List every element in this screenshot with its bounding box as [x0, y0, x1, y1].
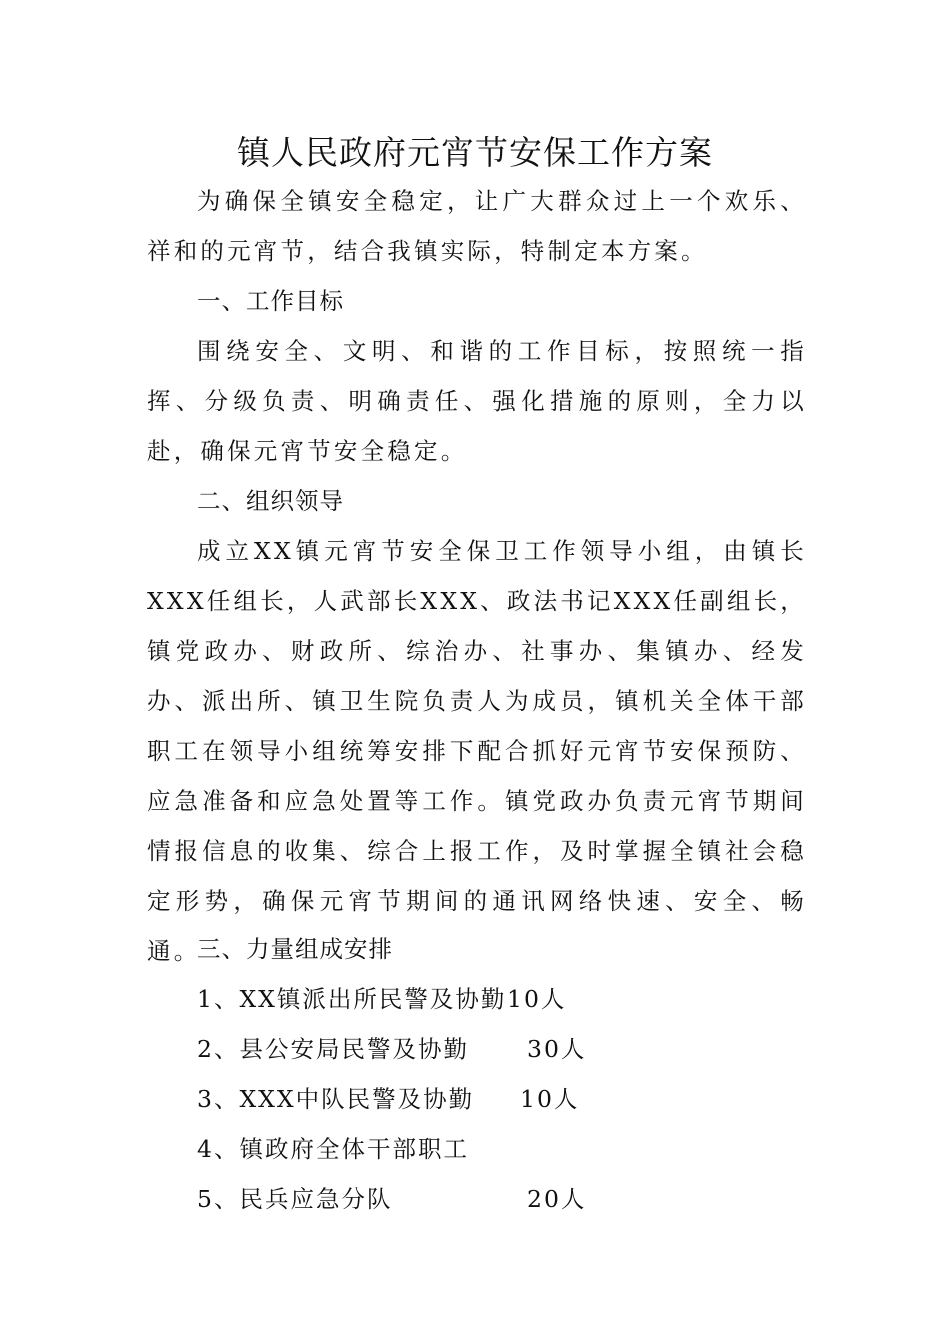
list-item: 1、XX镇派出所民警及协勤 — [197, 985, 507, 1013]
section-heading-forces: 三、力量组成安排 — [197, 935, 393, 963]
list-item-count: 10人 — [507, 985, 567, 1013]
section-heading-goals: 一、工作目标 — [197, 287, 344, 315]
section-body-leadership: 成立XX镇元宵节安全保卫工作领导小组，由镇长XXX任组长，人武部长XXX、政法书记XXX任副组长，镇党政办、财政所、综治办、社事办、集镇办、经发办、派出所、镇卫生院负责人为成员，镇机关全体干部职工在领导小组统筹安排下配合抓好元宵节安保预防、应急准备和应急处置等工作。镇党政办负责元宵节期间情报信息的收集、综合上报工作，及时掌握全镇社会稳定形势，确保元宵节期间的通讯网络快速、安全、畅通。 — [147, 537, 807, 965]
list-item-count: 10人 — [520, 1085, 580, 1113]
list-item-count: 30人 — [527, 1035, 587, 1063]
document-title: 镇人民政府元宵节安保工作方案 — [237, 133, 713, 172]
list-item: 5、民兵应急分队 — [197, 1185, 393, 1213]
list-item: 3、XXX中队民警及协勤 — [197, 1085, 475, 1113]
section-heading-leadership: 二、组织领导 — [197, 487, 344, 515]
intro-paragraph: 为确保全镇安全稳定，让广大群众过上一个欢乐、祥和的元宵节，结合我镇实际，特制定本方案。 — [147, 187, 807, 265]
list-item-count: 20人 — [527, 1185, 587, 1213]
section-body-goals: 围绕安全、文明、和谐的工作目标，按照统一指挥、分级负责、明确责任、强化措施的原则，全力以赴，确保元宵节安全稳定。 — [147, 337, 807, 465]
list-item: 2、县公安局民警及协勤 — [197, 1035, 469, 1063]
list-item: 4、镇政府全体干部职工 — [197, 1135, 469, 1163]
